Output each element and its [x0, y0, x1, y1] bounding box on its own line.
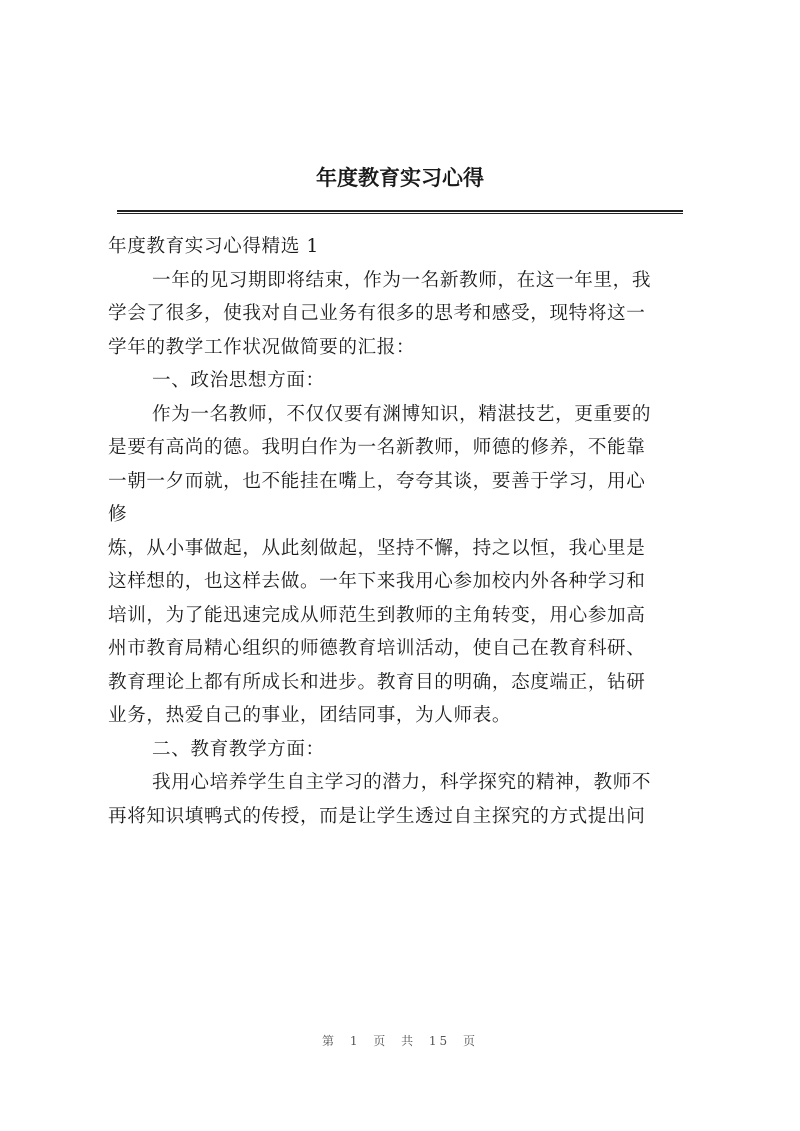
text-line: 学会了很多，使我对自己业务有很多的思考和感受，现特将这一 — [108, 303, 646, 324]
text-line: 炼，从小事做起，从此刻做起，坚持不懈，持之以恒，我心里是 — [108, 537, 646, 559]
text-line: 是要有高尚的德。我明白作为一名新教师，师德的修养，不能靠 — [108, 437, 646, 458]
title-divider — [117, 210, 683, 214]
text-line: 州市教育局精心组织的师德教育培训活动，使自己在教育科研、 — [108, 638, 646, 659]
text-line: 学年的教学工作状况做简要的汇报： — [108, 336, 416, 358]
section-heading: 二、教育教学方面： — [152, 738, 325, 760]
text-line: 培训，为了能迅速完成从师范生到教师的主角转变，用心参加高 — [108, 604, 646, 626]
text-line: 这样想的，也这样去做。一年下来我用心参加校内外各种学习和 — [108, 571, 646, 592]
page-title: 年度教育实习心得 — [316, 166, 484, 190]
page-footer: 第 1 页 共 15 页 — [322, 1034, 478, 1048]
document-body — [108, 230, 708, 833]
text-line: 再将知识填鸭式的传授，而是让学生透过自主探究的方式提出问 — [108, 805, 646, 827]
section-heading: 一、政治思想方面： — [152, 370, 325, 391]
text-line: 修 — [108, 504, 128, 525]
text-line: 我用心培养学生自主学习的潜力，科学探究的精神，教师不 — [152, 772, 652, 793]
text-line: 一年的见习期即将结束，作为一名新教师，在这一年里，我 — [152, 269, 652, 291]
text-line: 业务，热爱自己的事业，团结同事，为人师表。 — [108, 705, 512, 726]
text-line: 作为一名教师，不仅仅要有渊博知识，精湛技艺，更重要的 — [152, 403, 652, 425]
text-line: 一朝一夕而就，也不能挂在嘴上，夸夸其谈，要善于学习，用心 — [108, 470, 646, 492]
text-line: 年度教育实习心得精选 1 — [108, 236, 319, 257]
text-line: 教育理论上都有所成长和进步。教育目的明确，态度端正，钻研 — [108, 671, 646, 693]
